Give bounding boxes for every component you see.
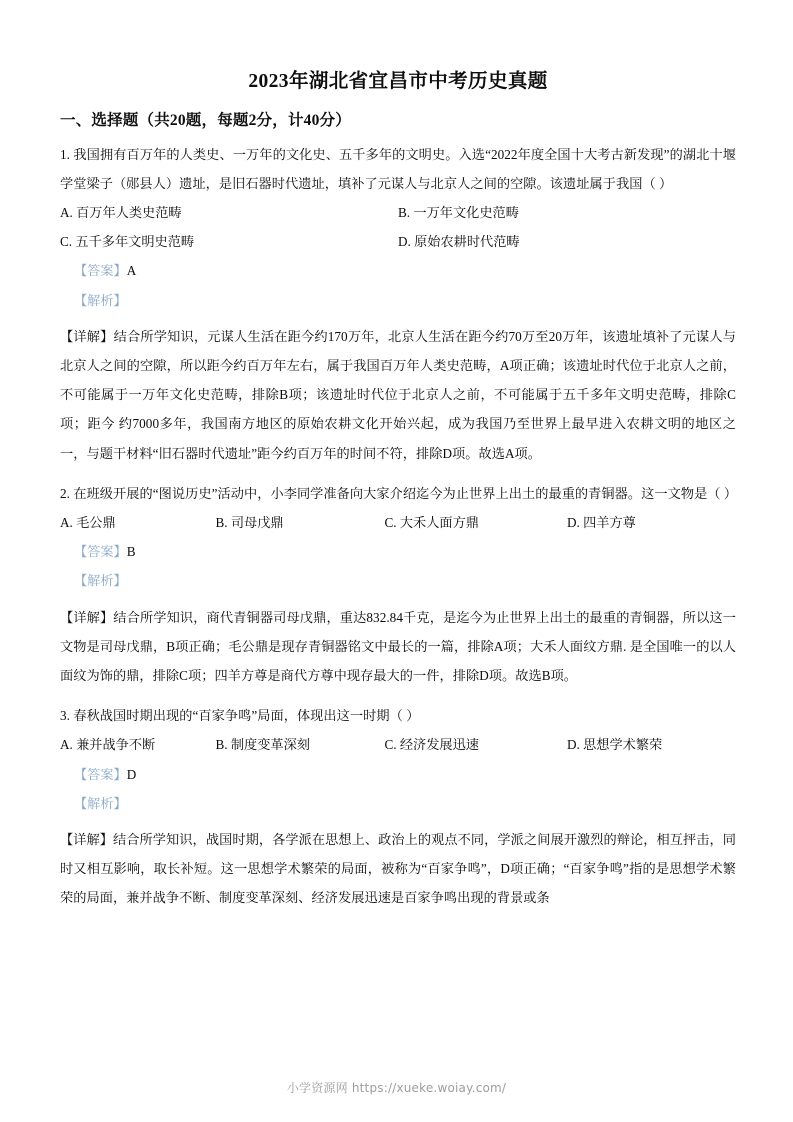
option-b[interactable]: B. 制度变革深刻 (215, 737, 310, 753)
spacer (60, 315, 736, 322)
spacer (60, 690, 736, 701)
answer-value: A (126, 263, 137, 279)
answer-value: D (126, 766, 137, 782)
detail-tag: 【详解】 (60, 609, 114, 625)
option-row (60, 198, 736, 227)
option-d[interactable]: D. 原始农耕时代范畴 (398, 234, 520, 250)
spacer (60, 468, 736, 479)
option-row (60, 508, 736, 537)
option-d[interactable]: D. 思想学术繁荣 (566, 737, 663, 753)
footer-watermark: 小学资源网 https://xueke.woiay.com/ (286, 1081, 507, 1095)
answer-tag: 【答案】 (74, 766, 127, 782)
explanation-body: 结合所学知识，元谋人生活在距今约170万年，北京人生活在距今约70万至20万年，该遗址填补了元谋人与北京人之间的空隙，所以距今约百万年左右，属于我国百万年人类史范畴，A项正确；该遗址时代位于北京人之前，不可能属于一万年文化史范畴，排除B项；该遗址时代位于北京人之前，不可能属于五千多年文明史范畴，排除C项；距今 约7000多年，我国南方地区的原始农耕文化开始兴起，成为我国乃至世界上最早进入农耕文明的地区之一，与题干材料“旧石器时代遗址”距今约百万年的时间不符，排除D项。故选A项。 (60, 328, 737, 461)
analysis-line (60, 789, 736, 818)
option-a[interactable]: A. 百万年人类史范畴 (60, 204, 182, 220)
explanation-text (60, 825, 736, 913)
question-block-2 (60, 479, 736, 690)
answer-line (60, 760, 736, 789)
question-block-3 (60, 701, 736, 912)
answer-value: B (126, 544, 136, 560)
option-a[interactable]: A. 毛公鼎 (60, 514, 116, 530)
answer-line (60, 537, 736, 566)
answer-line (60, 256, 736, 285)
spacer (60, 818, 736, 825)
answer-tag: 【答案】 (74, 544, 127, 560)
spacer (60, 596, 736, 603)
page-title: 2023年湖北省宜昌市中考历史真题 (248, 71, 548, 92)
option-b[interactable]: B. 司母戊鼎 (215, 514, 284, 530)
answer-tag: 【答案】 (74, 263, 127, 279)
analysis-line (60, 286, 736, 315)
detail-tag: 【详解】 (60, 328, 114, 344)
option-a[interactable]: A. 兼并战争不断 (60, 737, 156, 753)
option-c[interactable]: C. 大禾人面方鼎 (384, 514, 479, 530)
option-d[interactable]: D. 四羊方尊 (566, 514, 636, 530)
question-block-1 (60, 140, 736, 468)
analysis-tag: 【解析】 (74, 795, 127, 811)
detail-tag: 【详解】 (60, 832, 114, 848)
question-stem: 3. 春秋战国时期出现的“百家争鸣”局面，体现出这一时期（ ） (60, 708, 420, 724)
analysis-line (60, 566, 736, 595)
section-heading: 一、选择题（共20题，每题2分，计40分） (60, 112, 351, 130)
explanation-text (60, 603, 736, 691)
explanation-text (60, 322, 736, 468)
explanation-body: 结合所学知识，商代青铜器司母戊鼎，重达832.84千克，是迄今为止世界上出土的最重的青铜器，所以这一文物是司母戊鼎，B项正确；毛公鼎是现存青铜器铭文中最长的一篇，排除A项；大禾人面纹方鼎. 是全国唯一的以人面纹为饰的鼎，排除C项；四羊方尊是商代方尊中现存最大的一件，排除D项。故选B项。 (60, 609, 737, 683)
option-c[interactable]: C. 经济发展迅速 (384, 737, 479, 753)
analysis-tag: 【解析】 (74, 573, 127, 589)
question-stem: 1. 我国拥有百万年的人类史、一万年的文化史、五千多年的文明史。入选“2022年度全国十大考古新发现”的湖北十堰学堂梁子（郧县人）遗址，是旧石器时代遗址，填补了元谋人与北京人之间的空隙。该遗址属于我国（ ） (60, 146, 736, 191)
option-c[interactable]: C. 五千多年文明史范畴 (60, 234, 195, 250)
analysis-tag: 【解析】 (74, 292, 127, 308)
option-b[interactable]: B. 一万年文化史范畴 (398, 204, 519, 220)
question-stem: 2. 在班级开展的“图说历史”活动中，小李同学准备向大家介绍迄今为止世界上出土的最重的青铜器。这一文物是（ ） (60, 485, 738, 501)
option-row (60, 227, 736, 256)
explanation-body: 结合所学知识，战国时期，各学派在思想上、政治上的观点不同，学派之间展开激烈的辩论，相互抨击，同时又相互影响，取长补短。这一思想学术繁荣的局面，被称为“百家争鸣”，D项正确；“百家争鸣”指的是思想学术繁荣的局面，兼并战争不断、制度变革深刻、经济发展迅速是百家争鸣出现的背景或条 (60, 832, 736, 906)
option-row (60, 730, 736, 759)
